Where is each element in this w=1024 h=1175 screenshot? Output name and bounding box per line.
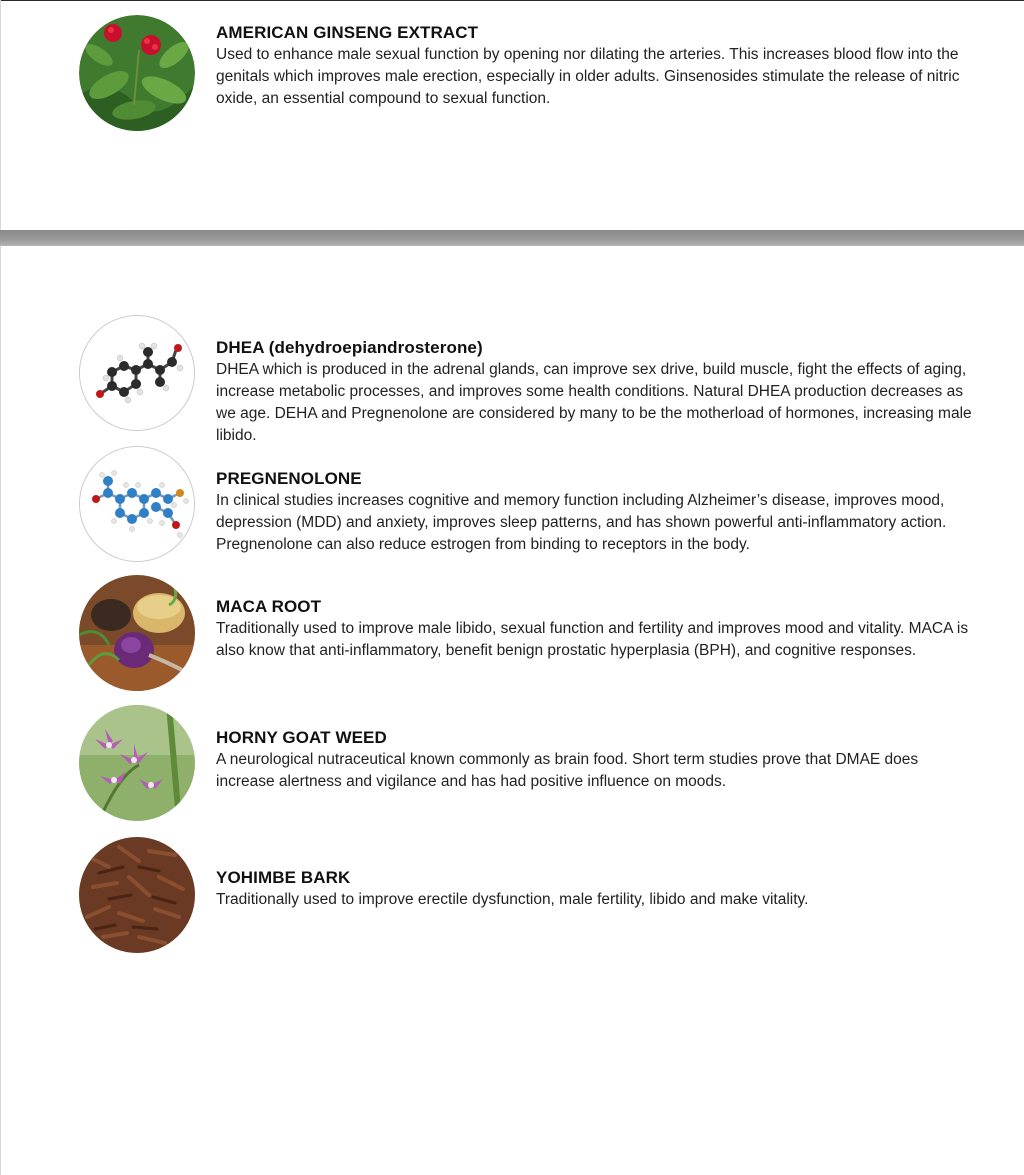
ingredient-description: DHEA which is produced in the adrenal glands, can improve sex drive, build muscle, fight the effects of aging, increase metabolic processes, and improves some health conditions. Natural DHEA production decreases as we age. DEHA and Pregnenolone are considered by many to be the motherload of hormones, increasing male libido.: [216, 361, 972, 444]
ingredient-american-ginseng: [79, 15, 979, 133]
ingredient-description: Traditionally used to improve male libido, sexual function and fertility and improves mood and vitality. MACA is also know that anti-inflammatory, benefit benign prostatic hyperplasia (BPH), and cognitive responses.: [216, 620, 969, 659]
ginseng-plant-icon: [79, 15, 195, 131]
ingredient-description: In clinical studies increases cognitive and memory function including Alzheimer’s disease, improves mood, depression (MDD) and anxiety, improves sleep patterns, and has shown powerful anti-inflammatory action. Pregnenolone can also reduce estrogen from binding to receptors in the body.: [216, 492, 947, 553]
ingredient-maca-root: [79, 575, 979, 693]
left-border: [0, 0, 1, 1175]
dhea-molecule-icon: [79, 315, 195, 431]
ingredient-description: Traditionally used to improve erectile dysfunction, male fertility, libido and make vitality.: [216, 891, 809, 908]
ingredient-name: HORNY GOAT WEED: [216, 728, 387, 747]
ingredient-dhea: [79, 315, 979, 444]
ingredient-name: DHEA (dehydroepiandrosterone): [216, 338, 483, 357]
top-border: [0, 0, 1024, 1]
ingredient-description: A neurological nutraceutical known commonly as brain food. Short term studies prove that DMAE does increase alertness and vigilance and has had positive influence on moods.: [216, 751, 919, 790]
maca-root-icon: [79, 575, 195, 691]
goat-weed-flower-icon: [79, 705, 195, 821]
yohimbe-bark-icon: [79, 837, 195, 953]
pregnenolone-molecule-icon: [79, 446, 195, 562]
section-divider: [0, 230, 1024, 246]
ingredient-pregnenolone: [79, 446, 979, 564]
ingredient-name: YOHIMBE BARK: [216, 868, 351, 887]
ingredient-yohimbe-bark: [79, 837, 979, 955]
ingredient-description: Used to enhance male sexual function by opening nor dilating the arteries. This increases blood flow into the genitals which improves male erection, especially in older adults. Ginsenosides stimulate the release of nitric oxide, an essential compound to sexual function.: [216, 46, 960, 107]
ingredient-name: PREGNENOLONE: [216, 469, 362, 488]
ingredient-horny-goat-weed: [79, 705, 979, 823]
ingredient-name: AMERICAN GINSENG EXTRACT: [216, 23, 479, 42]
ingredient-name: MACA ROOT: [216, 597, 322, 616]
